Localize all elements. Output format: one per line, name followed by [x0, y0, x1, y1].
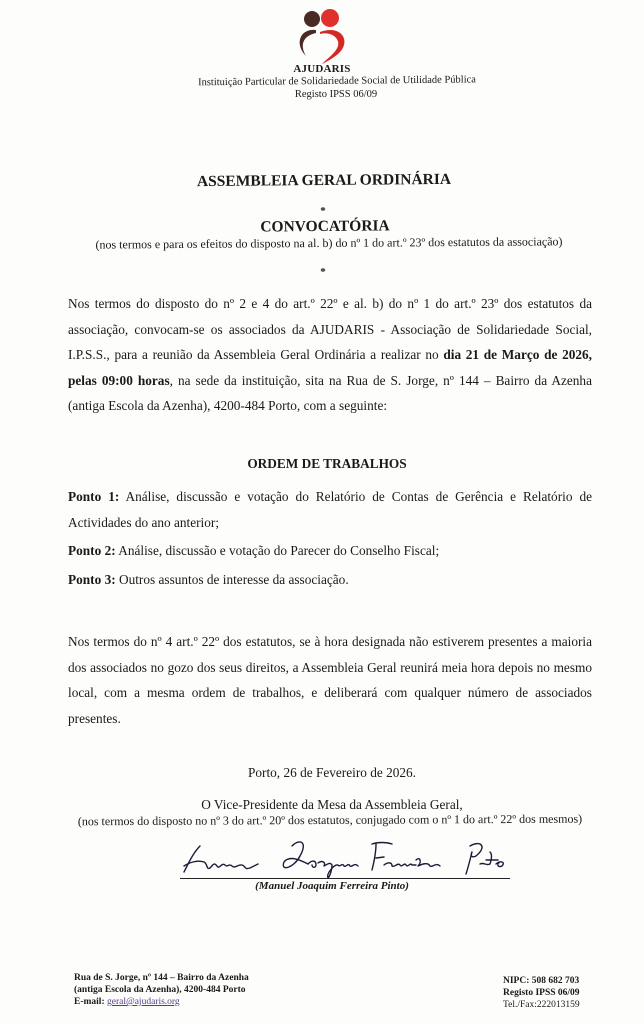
agenda-title: ORDEM DE TRABALHOS	[247, 456, 407, 471]
logo-red-head	[321, 9, 339, 27]
signer-name: (Manuel Joaquim Ferreira Pinto)	[255, 880, 409, 892]
agenda-item-text: Análise, discussão e votação do Parecer do Conselho Fiscal;	[115, 543, 440, 558]
logo-dark-head	[304, 11, 320, 27]
agenda-item-label: Ponto 1:	[68, 489, 120, 504]
agenda-item-label: Ponto 3:	[68, 572, 116, 587]
footer-nipc: NIPC: 508 682 703	[503, 976, 580, 986]
agenda-item	[68, 484, 592, 535]
handwritten-signature	[180, 832, 520, 880]
ajudaris-logo-icon	[286, 6, 358, 66]
separator-star: *	[320, 266, 326, 278]
logo-red-arm	[320, 30, 344, 64]
footer-email-label: E-mail:	[74, 997, 107, 1007]
org-registo: Registo IPSS 06/09	[294, 89, 378, 100]
quorum-paragraph: Nos termos do nº 4 art.º 22º dos estatutos, se à hora designada não estiverem presentes a maioria dos associados no gozo dos seus direitos, a Assembleia Geral reunirá meia hora depois no mesmo local, com a mesma ordem de trabalhos, e deliberará com qualquer número de associados presentes.	[68, 634, 592, 726]
subtitle-note: (nos termos e para os efeitos do disposto na al. b) do nº 1 do art.º 23º dos estatutos da associação)	[95, 234, 563, 252]
agenda-item-text: Outros assuntos de interesse da associação.	[115, 572, 349, 587]
footer-address-line2: (antiga Escola da Azenha), 4200-484 Porto	[74, 985, 246, 995]
signer-title: O Vice-Presidente da Mesa da Assembleia Geral,	[201, 797, 463, 812]
logo-dark-arm	[300, 30, 316, 56]
agenda-item	[68, 538, 592, 564]
footer-address	[74, 972, 249, 1008]
footer-address-line1: Rua de S. Jorge, nº 144 – Bairro da Azenha	[74, 973, 249, 983]
footer-email-link[interactable]: geral@ajudaris.org	[106, 997, 180, 1007]
agenda-item-label: Ponto 2:	[68, 543, 116, 558]
document-title: ASSEMBLEIA GERAL ORDINÁRIA	[196, 170, 452, 191]
org-name: AJUDARIS	[293, 63, 351, 75]
separator-star: *	[320, 205, 326, 217]
signer-note: (nos termos do disposto no nº 3 do art.º 20º dos estatutos, conjugado com o nº 1 do art.º 22º dos mesmos)	[77, 811, 583, 829]
signature-line	[180, 878, 510, 879]
agenda-item	[68, 567, 592, 593]
intro-text-after: , na sede da instituição, sita na Rua de S. Jorge, nº 144 – Bairro da Azenha (antiga Escola da Azenha), 4200-484 Porto, com a seguinte:	[68, 372, 592, 413]
intro-paragraph	[68, 291, 592, 419]
document-subtitle: CONVOCATÓRIA	[260, 217, 390, 236]
org-subtitle: Instituição Particular de Solidariedade Social de Utilidade Pública	[197, 74, 476, 89]
footer-email-row	[74, 996, 249, 1008]
agenda-item-text: Análise, discussão e votação do Relatório de Contas de Gerência e Relatório de Actividades do ano anterior;	[68, 489, 592, 530]
footer-registration	[503, 975, 623, 1011]
place-date: Porto, 26 de Fevereiro de 2026.	[247, 765, 417, 780]
footer-registo: Registo IPSS 06/09	[503, 988, 580, 998]
footer-telfax: Tel./Fax:222013159	[503, 1000, 580, 1010]
meeting-date: dia 21 de Março de 2026, pelas 09:00 horas	[68, 347, 592, 388]
intro-text-before: Nos termos do disposto do nº 2 e 4 do art.º 22º e al. b) do nº 1 do art.º 23º dos estatutos da associação, convocam-se os associados da AJUDARIS - Associação de Solidariedade Social, I.P.S.S., para a reunião da Assembleia Geral Ordinária a realizar no	[68, 296, 592, 362]
